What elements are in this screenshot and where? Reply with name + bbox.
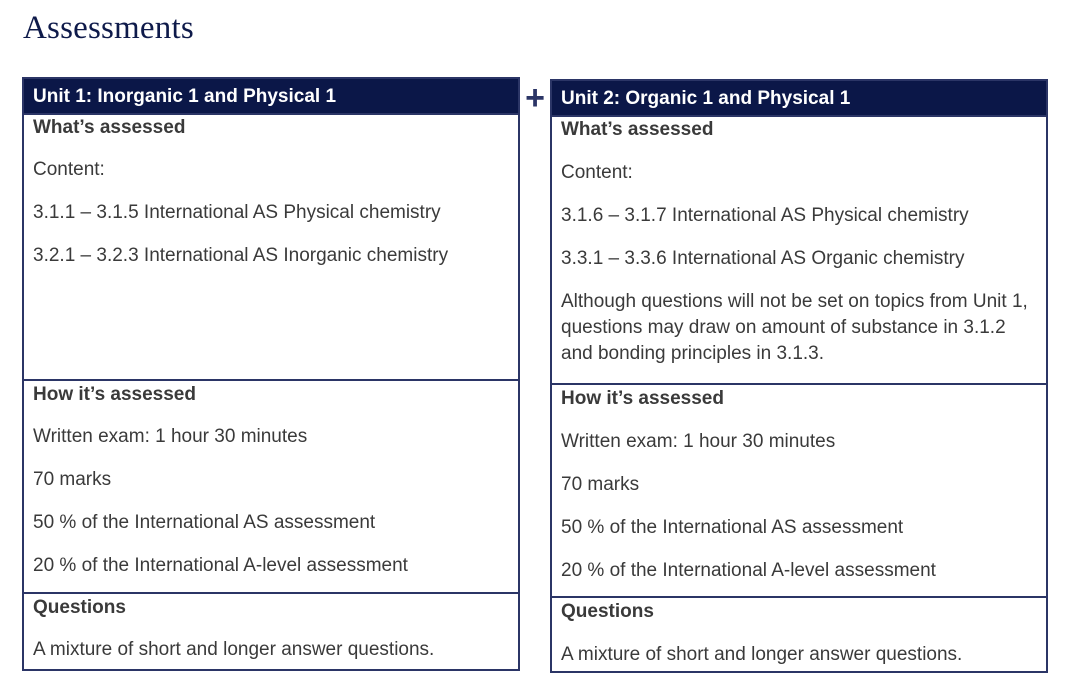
- assessment-item: Written exam: 1 hour 30 minutes: [561, 431, 836, 452]
- questions-heading: Questions: [561, 601, 654, 622]
- assessment-item: Written exam: 1 hour 30 minutes: [33, 426, 308, 447]
- unit-1-title: Unit 1: Inorganic 1 and Physical 1: [24, 79, 518, 115]
- content-note: Although questions will not be set on topics from Unit 1, questions may draw on amount of substance in 3.1.2 and bonding principles in 3.1.3.: [561, 291, 1028, 364]
- how-assessed-heading: How it’s assessed: [561, 388, 724, 409]
- plus-connector: +: [525, 79, 545, 117]
- page-title: Assessments: [23, 10, 194, 46]
- content-label: Content:: [33, 159, 105, 180]
- assessment-item: 50 % of the International AS assessment: [561, 517, 904, 538]
- how-assessed-heading: How it’s assessed: [33, 384, 196, 405]
- unit-1-whats-assessed: [24, 115, 518, 381]
- content-item: 3.3.1 – 3.3.6 International AS Organic chemistry: [561, 248, 965, 269]
- unit-1-how-assessed: [24, 382, 518, 594]
- questions-heading: Questions: [33, 597, 126, 618]
- assessment-item: 70 marks: [561, 474, 640, 495]
- whats-assessed-heading: What’s assessed: [561, 119, 714, 140]
- assessment-item: 20 % of the International A-level assessment: [561, 560, 936, 581]
- whats-assessed-heading: What’s assessed: [33, 117, 186, 138]
- unit-1-questions: [24, 595, 518, 673]
- unit-2-title: Unit 2: Organic 1 and Physical 1: [552, 81, 1046, 117]
- assessment-item: 50 % of the International AS assessment: [33, 512, 376, 533]
- unit-2-questions: [552, 599, 1046, 677]
- questions-text: A mixture of short and longer answer questions.: [561, 644, 963, 665]
- assessment-item: 70 marks: [33, 469, 112, 490]
- content-item: 3.2.1 – 3.2.3 International AS Inorganic chemistry: [33, 245, 449, 266]
- content-item: 3.1.6 – 3.1.7 International AS Physical chemistry: [561, 205, 969, 226]
- unit-2-whats-assessed: [552, 117, 1046, 385]
- content-label: Content:: [561, 162, 633, 183]
- unit-2-box: [550, 79, 1048, 673]
- unit-1-box: [22, 77, 520, 671]
- questions-text: A mixture of short and longer answer questions.: [33, 639, 435, 660]
- content-item: 3.1.1 – 3.1.5 International AS Physical chemistry: [33, 202, 441, 223]
- assessment-item: 20 % of the International A-level assessment: [33, 555, 408, 576]
- unit-2-how-assessed: [552, 386, 1046, 598]
